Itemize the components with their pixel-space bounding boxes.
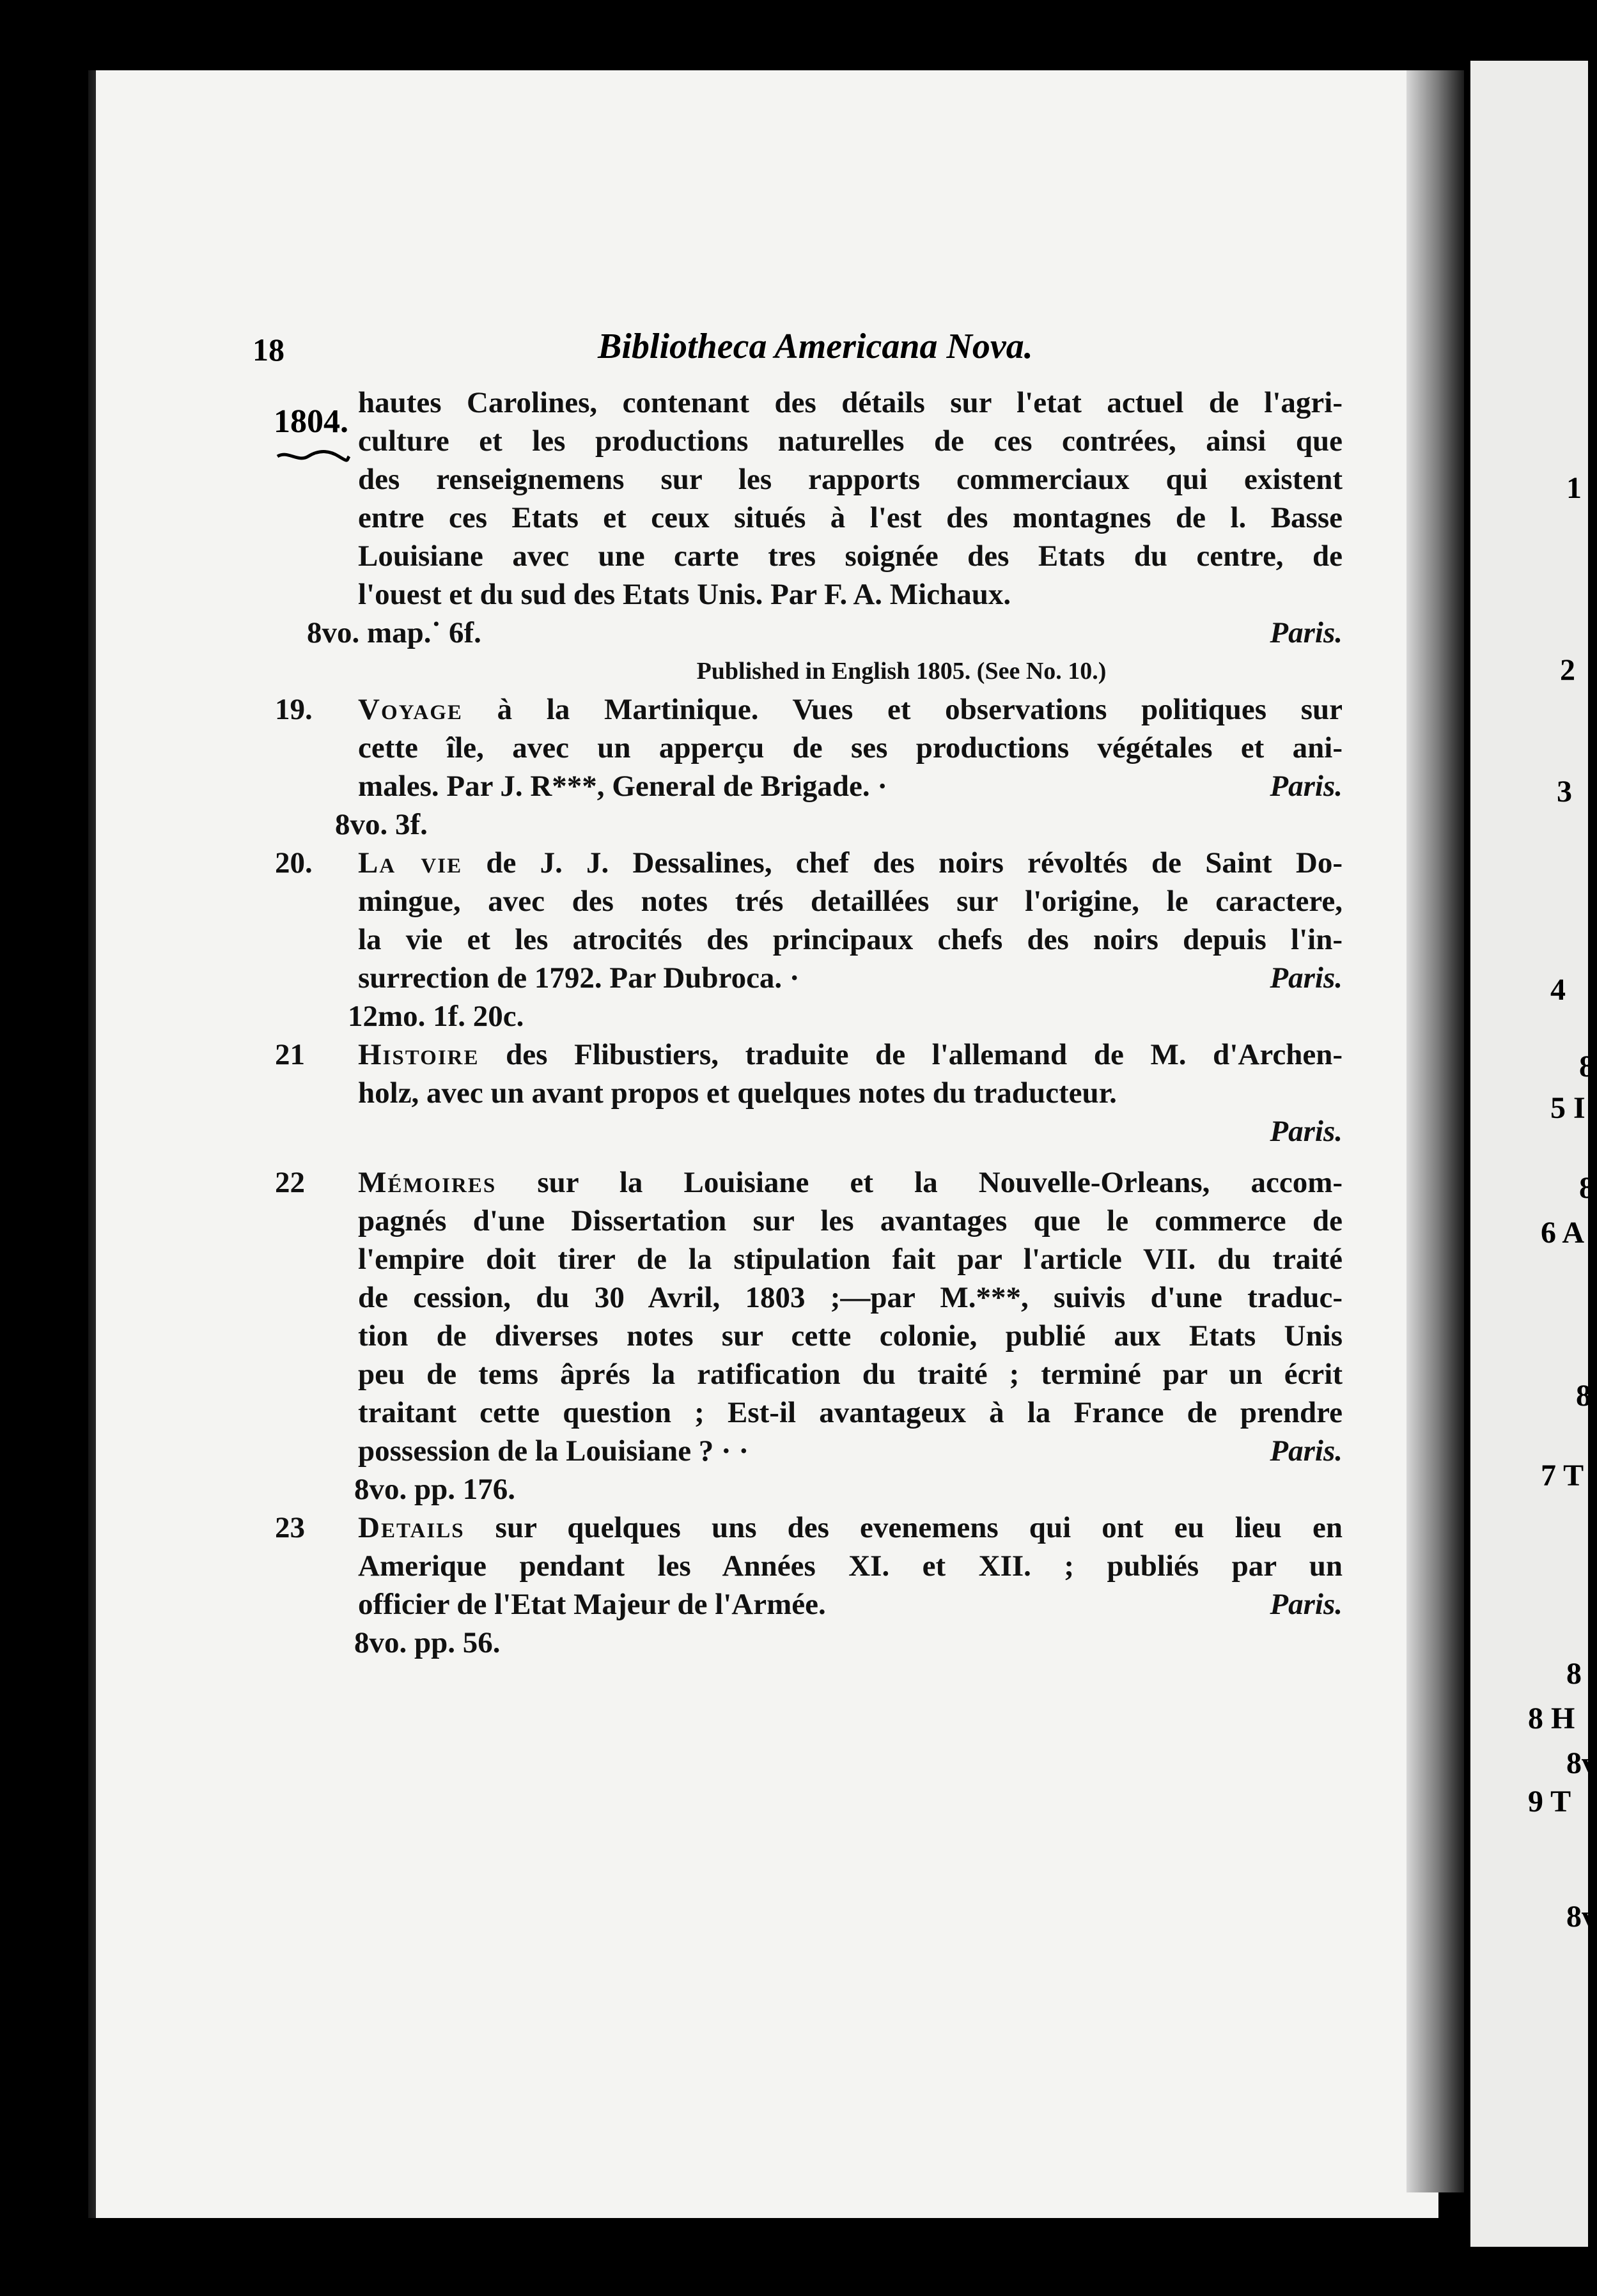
entry-line: possession de la Louisiane ? · · bbox=[358, 1434, 749, 1468]
facing-fragment: 6 A bbox=[1541, 1216, 1585, 1250]
running-title: Bibliotheca Americana Nova. bbox=[598, 327, 1033, 366]
entry-line: l'empire doit tirer de la stipulation fait par l'article VII. du traité bbox=[358, 1243, 1343, 1276]
entry-22 bbox=[275, 1163, 1343, 1509]
entry-20 bbox=[275, 844, 1343, 1036]
imprint-place: Paris. bbox=[1270, 1115, 1343, 1148]
entry-lead: Details bbox=[358, 1511, 465, 1544]
facing-fragment: 2 bbox=[1560, 653, 1575, 687]
entry-line: sur quelques uns des evenemens qui ont eu lieu en bbox=[464, 1511, 1343, 1544]
swash-ornament bbox=[275, 449, 352, 464]
publication-note: Published in English 1805. (See No. 10.) bbox=[696, 658, 1107, 685]
entry-number: 20. bbox=[275, 846, 313, 880]
entry-lead: Voyage bbox=[358, 693, 463, 726]
entry-line: des Flibustiers, traduite de l'allemand de M. d'Archen- bbox=[479, 1038, 1343, 1071]
facing-fragment: 1 bbox=[1566, 471, 1582, 505]
format-line: 12mo. 1f. 20c. bbox=[348, 1000, 524, 1033]
entry-line: officier de l'Etat Majeur de l'Armée. bbox=[358, 1588, 826, 1621]
facing-fragment: 9 T bbox=[1528, 1785, 1571, 1819]
running-head bbox=[253, 320, 1295, 371]
entry-line: holz, avec un avant propos et quelques notes du traducteur. bbox=[358, 1076, 1117, 1110]
entry-line: de cession, du 30 Avril, 1803 ;—par M.***, suivis d'une traduc- bbox=[358, 1281, 1343, 1314]
imprint-place: Paris. bbox=[1270, 770, 1343, 803]
facing-fragment: 8 bbox=[1579, 1050, 1594, 1083]
format-line: 8vo. map.˙ 6f. bbox=[307, 616, 481, 649]
entry-number: 22 bbox=[275, 1166, 305, 1199]
facing-fragment: 8 H bbox=[1528, 1702, 1575, 1735]
year-marker: 1804. bbox=[274, 403, 348, 440]
entry-line: mingue, avec des notes trés detaillées sur l'origine, le caractere, bbox=[358, 885, 1343, 918]
entry-line: des renseignemens sur les rapports commerciaux qui existent bbox=[358, 463, 1343, 496]
entry-lead: Mémoires bbox=[358, 1166, 497, 1199]
entry-line: culture et les productions naturelles de ces contrées, ainsi que bbox=[358, 424, 1343, 458]
facing-fragment: 8v bbox=[1566, 1746, 1597, 1780]
entry-line: de J. J. Dessalines, chef des noirs révoltés de Saint Do- bbox=[462, 846, 1343, 880]
page-fore-edge bbox=[1406, 70, 1464, 2192]
entry-line: la vie et les atrocités des principaux chefs des noirs depuis l'in- bbox=[358, 923, 1343, 956]
entry-lead: Histoire bbox=[358, 1038, 479, 1071]
entry-19 bbox=[275, 690, 1343, 844]
entry-line: tion de diverses notes sur cette colonie, publié aux Etats Unis bbox=[358, 1319, 1343, 1353]
facing-fragment: 4 bbox=[1550, 973, 1566, 1007]
facing-fragment: 8 bbox=[1566, 1657, 1582, 1691]
imprint-place: Paris. bbox=[1270, 961, 1343, 995]
entry-number: 21 bbox=[275, 1038, 305, 1071]
facing-fragment: 3 bbox=[1557, 775, 1572, 809]
entry-line: males. Par J. R***, General de Brigade. · bbox=[358, 770, 888, 803]
facing-fragment: 8v bbox=[1566, 1900, 1597, 1934]
entry-number: 19. bbox=[275, 693, 313, 726]
entry-line: entre ces Etats et ceux situés à l'est des montagnes de l. Basse bbox=[358, 501, 1343, 534]
entry-line: pagnés d'une Dissertation sur les avantages que le commerce de bbox=[358, 1204, 1343, 1237]
facing-fragment: 8 bbox=[1579, 1171, 1594, 1205]
facing-page bbox=[1470, 61, 1597, 2247]
entry-line: hautes Carolines, contenant des détails sur l'etat actuel de l'agri- bbox=[358, 386, 1343, 419]
entry-lead: La vie bbox=[358, 846, 463, 880]
entry-line: à la Martinique. Vues et observations politiques sur bbox=[462, 693, 1343, 726]
entry-line: Louisiane avec une carte tres soignée des Etats du centre, de bbox=[358, 539, 1343, 573]
imprint-place: Paris. bbox=[1270, 616, 1343, 649]
imprint-place: Paris. bbox=[1270, 1588, 1343, 1621]
entry-line: surrection de 1792. Par Dubroca. · bbox=[358, 961, 800, 995]
page-number: 18 bbox=[253, 332, 284, 368]
entry-21 bbox=[275, 1036, 1343, 1151]
facing-fragment: 7 T bbox=[1541, 1459, 1584, 1493]
entry-line: sur la Louisiane et la Nouvelle-Orleans, accom- bbox=[496, 1166, 1343, 1199]
format-line: 8vo. pp. 56. bbox=[354, 1626, 501, 1659]
imprint-place: Paris. bbox=[1270, 1434, 1343, 1468]
format-line: 8vo. pp. 176. bbox=[354, 1473, 516, 1506]
entry-line: l'ouest et du sud des Etats Unis. Par F. A. Michaux. bbox=[358, 578, 1011, 611]
entry-line: peu de tems âprés la ratification du traité ; terminé par un écrit bbox=[358, 1358, 1343, 1391]
facing-fragment: 5 I bbox=[1550, 1091, 1585, 1125]
entry-line: cette île, avec un apperçu de ses productions végétales et ani- bbox=[358, 731, 1343, 764]
entry-number: 23 bbox=[275, 1511, 305, 1544]
facing-fragment: 8 bbox=[1576, 1379, 1591, 1413]
entry-line: Amerique pendant les Années XI. et XII. ; publiés par un bbox=[358, 1549, 1343, 1583]
entry-23 bbox=[275, 1509, 1343, 1662]
entry-line: traitant cette question ; Est-il avantageux à la France de prendre bbox=[358, 1396, 1343, 1429]
format-line: 8vo. 3f. bbox=[335, 808, 428, 841]
